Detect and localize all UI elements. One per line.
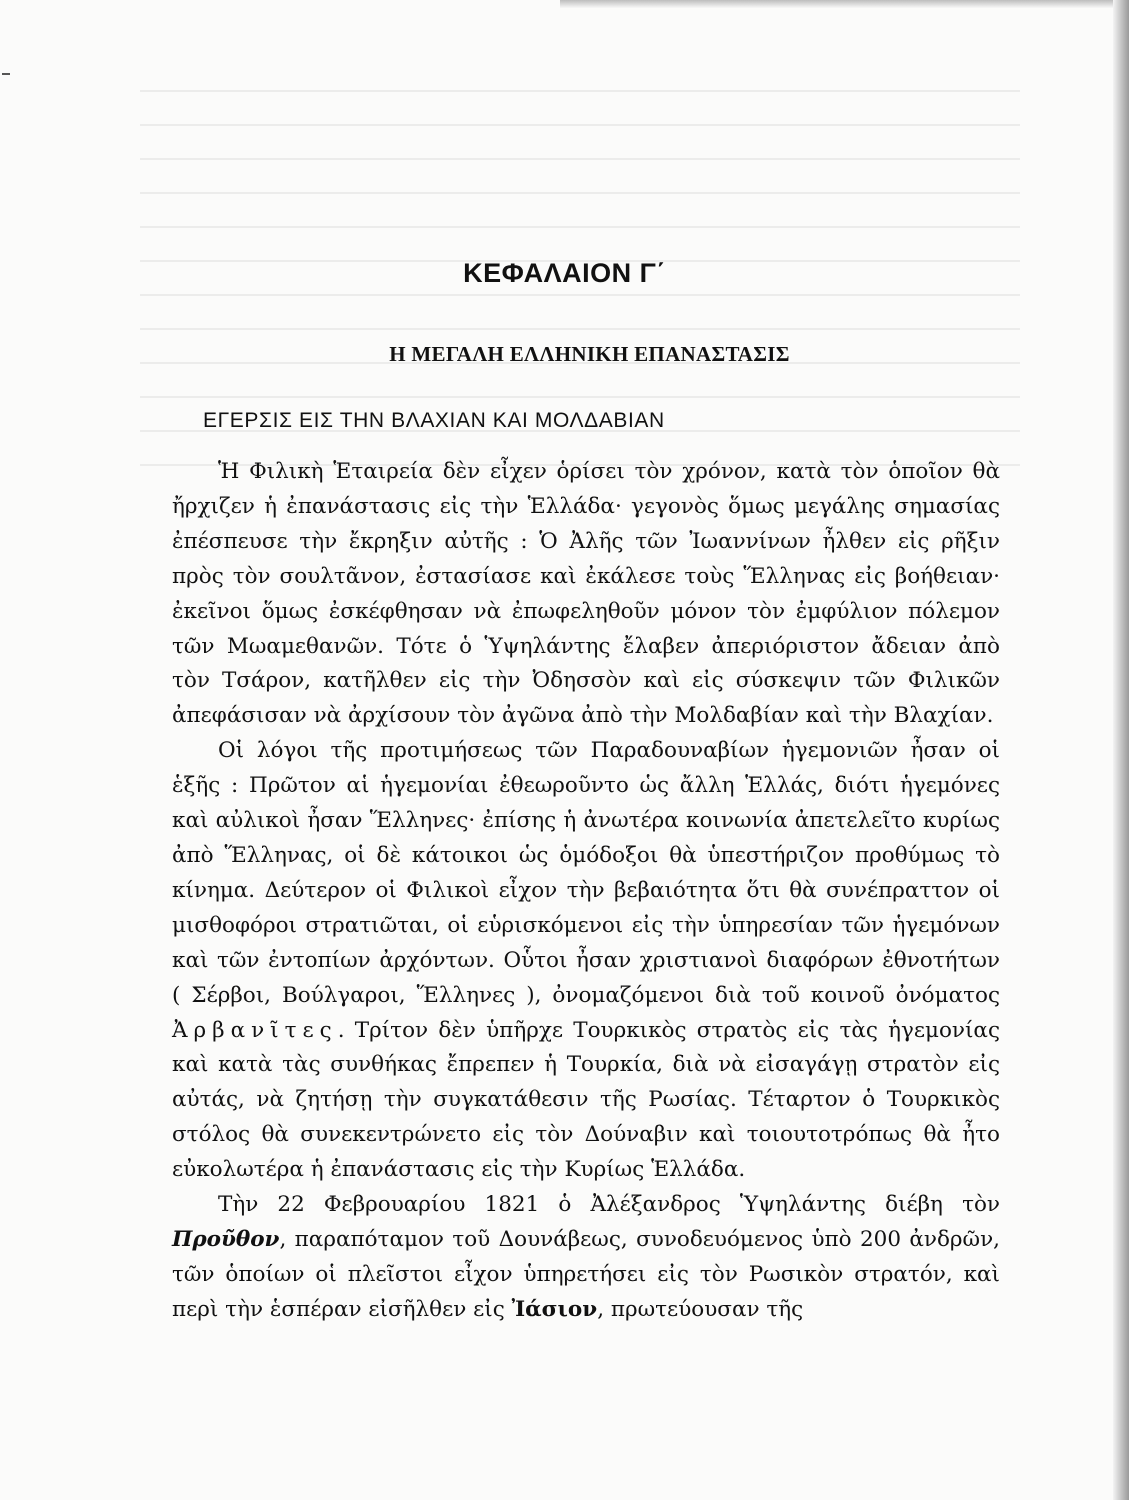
paragraph-3-text-c: , πρωτεύουσαν τῆς xyxy=(597,1296,804,1322)
prut-river-name: Προῦθον xyxy=(172,1226,280,1252)
arvanites-term: Ἀρβανῖτες xyxy=(172,1017,338,1043)
page-right-edge xyxy=(1113,0,1129,1500)
page-top-edge xyxy=(560,0,1129,8)
paragraph-3-text-b: , παραπόταμον τοῦ Δουνάβεως, συνοδευόμενος ὑπὸ 200 ἀνδρῶν, τῶν ὁποίων οἱ πλεῖστοι εἶχον ὑπηρετήσει εἰς τὸν Ρωσικὸν στρατόν, καὶ περὶ τὴν ἑσπέραν εἰσῆλθεν εἰς xyxy=(172,1226,1000,1322)
paragraph-3-text-a: Τὴν 22 Φεβρουαρίου 1821 ὁ Ἀλέξανδρος Ὑψηλάντης διέβη τὸν xyxy=(218,1192,1000,1218)
chapter-title: ΚΕΦΑΛΑΙΟΝ Γ΄ xyxy=(463,258,666,288)
paragraph-2-text-b: . Τρίτον δὲν ὑπῆρχε Τουρκικὸς στρατὸς εἰς τὰς ἡγεμονίας καὶ κατὰ τὰς συνθήκας ἔπρεπεν ἡ Τουρκία, διὰ νὰ εἰσαγάγῃ στρατὸν εἰς αὐτάς, νὰ ζητήσῃ τὴν συγκατάθεσιν τῆς Ρωσίας. Τέταρτον ὁ Τουρκικὸς στόλος θὰ συνεκεντρώνετο εἰς τὸν Δούναβιν καὶ τοιουτοτρόπως θὰ ἦτο εὐκολωτέρα ἡ ἐπανάστασις εἰς τὴν Κυρίως Ἑλλάδα. xyxy=(172,1017,1000,1183)
paragraph-3 xyxy=(172,1188,1000,1328)
body-text xyxy=(172,455,1000,1328)
paragraph-1: Ἡ Φιλικὴ Ἑταιρεία δὲν εἶχεν ὁρίσει τὸν χρόνον, κατὰ τὸν ὁποῖον θὰ ἤρχιζεν ἡ ἐπανάστασις εἰς τὴν Ἑλλάδα· γεγονὸς ὅμως μεγάλης σημασίας ἐπέσπευσε τὴν ἔκρηξιν αὐτῆς : Ὁ Ἀλῆς τῶν Ἰωαννίνων ἦλθεν εἰς ρῆξιν πρὸς τὸν σουλτᾶνον, ἐστασίασε καὶ ἐκάλεσε τοὺς Ἕλληνας εἰς βοήθειαν· ἐκεῖνοι ὅμως ἐσκέφθησαν νὰ ἐπωφεληθοῦν μόνον τὸν ἐμφύλιον πόλεμον τῶν Μωαμεθανῶν. Τότε ὁ Ὑψηλάντης ἔλαβεν ἀπεριόριστον ἄδειαν ἀπὸ τὸν Τσάρον, κατῆλθεν εἰς τὴν Ὀδησσὸν καὶ εἰς σύσκεψιν τῶν Φιλικῶν ἀπεφάσισαν νὰ ἀρχίσουν τὸν ἀγῶνα ἀπὸ τὴν Μολδαβίαν καὶ τὴν Βλαχίαν. xyxy=(172,459,1000,729)
section-subtitle: ΕΓΕΡΣΙΣ ΕΙΣ ΤΗΝ ΒΛΑΧΙΑΝ ΚΑΙ ΜΟΛΔΑΒΙΑΝ xyxy=(203,409,665,432)
section-title: Η ΜΕΓΑΛΗ ΕΛΛΗΝΙΚΗ ΕΠΑΝΑΣΤΑΣΙΣ xyxy=(389,342,790,366)
margin-mark xyxy=(2,73,10,75)
paragraph-2 xyxy=(172,734,1000,1188)
paragraph-2-text-a: Οἱ λόγοι τῆς προτιμήσεως τῶν Παραδουναβίων ἡγεμονιῶν ἦσαν οἱ ἑξῆς : Πρῶτον αἱ ἡγεμονίαι ἐθεωροῦντο ὡς ἄλλη Ἑλλάς, διότι ἡγεμόνες καὶ αὐλικοὶ ἦσαν Ἕλληνες· ἐπίσης ἡ ἀνωτέρα κοινωνία ἀπετελεῖτο κυρίως ἀπὸ Ἕλληνας, οἱ δὲ κάτοικοι ὡς ὁμόδοξοι θὰ ὑπεστήριζον προθύμως τὸ κίνημα. Δεύτερον οἱ Φιλικοὶ εἶχον τὴν βεβαιότητα ὅτι θὰ συνέπραττον οἱ μισθοφόροι στρατιῶται, οἱ εὑρισκόμενοι εἰς τὴν ὑπηρεσίαν τῶν ἡγεμόνων καὶ τῶν ἐντοπίων ἀρχόντων. Οὗτοι ἦσαν χριστιανοὶ διαφόρων ἐθνοτήτων ( Σέρβοι, Βούλγαροι, Ἕλληνες ), ὀνομαζόμενοι διὰ τοῦ κοινοῦ ὀνόματος xyxy=(172,738,1000,1008)
iasi-city-name: Ἰάσιον xyxy=(511,1296,598,1322)
